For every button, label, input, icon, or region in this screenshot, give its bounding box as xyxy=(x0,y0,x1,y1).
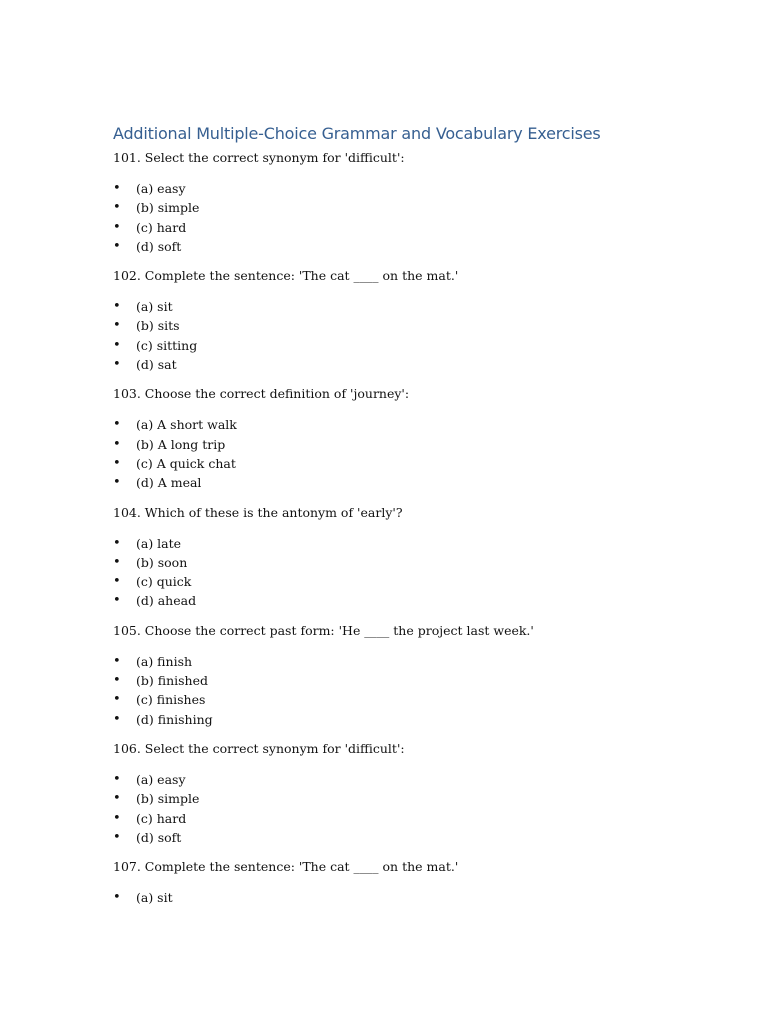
bullet-icon: • xyxy=(113,791,121,807)
option-label: (b) sits xyxy=(136,318,180,334)
bullet-icon: • xyxy=(113,219,121,235)
option-label: (d) sat xyxy=(136,357,177,373)
option-item xyxy=(113,652,713,671)
option-item xyxy=(113,297,713,316)
option-item xyxy=(113,198,713,217)
option-item xyxy=(113,316,713,335)
option-label: (c) sitting xyxy=(136,337,198,353)
option-label: (a) easy xyxy=(136,771,186,787)
bullet-icon: • xyxy=(113,890,121,906)
option-label: (b) soon xyxy=(136,554,188,570)
question-text: 106. Select the correct synonym for 'difficult': xyxy=(113,740,405,756)
question-text: 105. Choose the correct past form: 'He ____ the project last week.' xyxy=(113,622,534,638)
option-list xyxy=(113,888,713,907)
bullet-icon: • xyxy=(113,829,121,845)
bullet-icon: • xyxy=(113,673,121,689)
question-text: 107. Complete the sentence: 'The cat ____ on the mat.' xyxy=(113,859,459,875)
bullet-icon: • xyxy=(113,711,121,727)
option-item xyxy=(113,454,713,473)
document-title: Additional Multiple-Choice Grammar and Vocabulary Exercises xyxy=(113,124,601,143)
option-item xyxy=(113,553,713,572)
option-item xyxy=(113,355,713,374)
option-label: (d) ahead xyxy=(136,593,197,609)
option-item xyxy=(113,534,713,553)
bullet-icon: • xyxy=(113,653,121,669)
bullet-icon: • xyxy=(113,455,121,471)
option-item xyxy=(113,336,713,355)
bullet-icon: • xyxy=(113,238,121,254)
question-block xyxy=(113,858,713,907)
bullet-icon: • xyxy=(113,593,121,609)
question-text: 102. Complete the sentence: 'The cat ____ on the mat.' xyxy=(113,268,459,284)
bullet-icon: • xyxy=(113,692,121,708)
option-label: (a) sit xyxy=(136,299,173,315)
option-label: (d) A meal xyxy=(136,475,202,491)
option-item xyxy=(113,415,713,434)
option-list xyxy=(113,415,713,492)
option-label: (d) finishing xyxy=(136,711,213,727)
bullet-icon: • xyxy=(113,318,121,334)
bullet-icon: • xyxy=(113,810,121,826)
option-list xyxy=(113,770,713,847)
option-item xyxy=(113,591,713,610)
question-block xyxy=(113,740,713,847)
question-list xyxy=(113,149,713,918)
option-list xyxy=(113,179,713,256)
option-item xyxy=(113,690,713,709)
option-item xyxy=(113,710,713,729)
question-text: 101. Select the correct synonym for 'difficult': xyxy=(113,150,405,165)
option-item xyxy=(113,237,713,256)
option-list xyxy=(113,652,713,729)
bullet-icon: • xyxy=(113,357,121,373)
option-label: (a) easy xyxy=(136,181,186,196)
option-label: (a) sit xyxy=(136,890,173,906)
option-label: (a) A short walk xyxy=(136,417,237,433)
option-item xyxy=(113,789,713,808)
question-block xyxy=(113,622,713,729)
option-item xyxy=(113,218,713,237)
option-label: (c) hard xyxy=(136,810,187,826)
bullet-icon: • xyxy=(113,574,121,590)
bullet-icon: • xyxy=(113,200,121,216)
option-label: (b) A long trip xyxy=(136,436,226,452)
option-label: (c) hard xyxy=(136,219,187,235)
option-item xyxy=(113,179,713,198)
question-block xyxy=(113,385,713,492)
option-item xyxy=(113,572,713,591)
option-item xyxy=(113,888,713,907)
option-item xyxy=(113,809,713,828)
bullet-icon: • xyxy=(113,337,121,353)
option-label: (b) simple xyxy=(136,200,200,216)
option-item xyxy=(113,473,713,492)
question-block xyxy=(113,267,713,374)
bullet-icon: • xyxy=(113,417,121,433)
option-label: (d) soft xyxy=(136,829,182,845)
option-label: (b) finished xyxy=(136,673,208,689)
question-text: 103. Choose the correct definition of 'journey': xyxy=(113,386,410,402)
bullet-icon: • xyxy=(113,181,121,196)
option-item xyxy=(113,828,713,847)
option-label: (c) A quick chat xyxy=(136,455,236,471)
option-label: (c) finishes xyxy=(136,692,206,708)
question-block xyxy=(113,149,713,256)
bullet-icon: • xyxy=(113,436,121,452)
option-list xyxy=(113,534,713,611)
option-label: (d) soft xyxy=(136,238,182,254)
question-text: 104. Which of these is the antonym of 'early'? xyxy=(113,504,403,520)
bullet-icon: • xyxy=(113,475,121,491)
bullet-icon: • xyxy=(113,299,121,315)
option-label: (b) simple xyxy=(136,791,200,807)
option-item xyxy=(113,435,713,454)
option-item xyxy=(113,770,713,789)
option-label: (a) finish xyxy=(136,653,193,669)
question-block xyxy=(113,504,713,611)
bullet-icon: • xyxy=(113,771,121,787)
option-label: (a) late xyxy=(136,535,182,551)
option-list xyxy=(113,297,713,374)
bullet-icon: • xyxy=(113,554,121,570)
option-item xyxy=(113,671,713,690)
bullet-icon: • xyxy=(113,535,121,551)
option-label: (c) quick xyxy=(136,574,192,590)
